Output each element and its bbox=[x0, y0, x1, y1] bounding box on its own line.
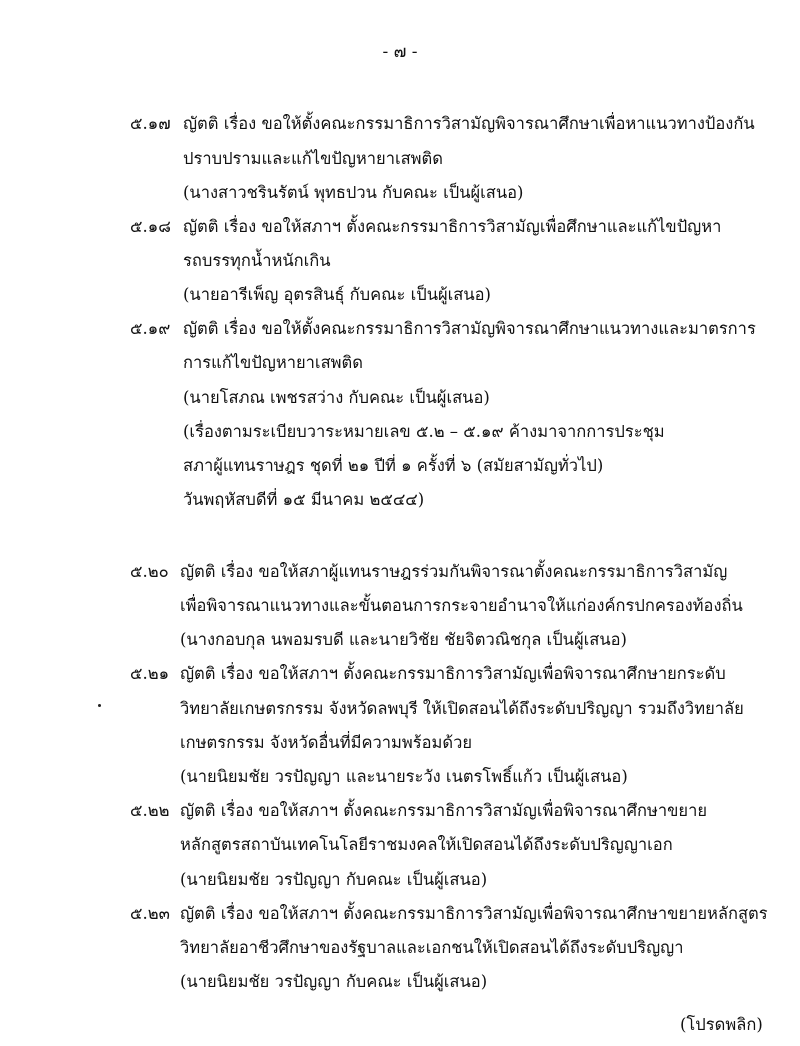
item-proposer: (นายโสภณ เพชรสว่าง กับคณะ เป็นผู้เสนอ) bbox=[183, 388, 490, 407]
item-note-line: สภาผู้แทนราษฎร ชุดที่ ๒๑ ปีที่ ๑ ครั้งที่ ๖ (สมัยสามัญทั่วไป) bbox=[183, 456, 604, 475]
item-title-line: ญัตติ เรื่อง ขอให้ตั้งคณะกรรมาธิการวิสามัญพิจารณาศึกษาแนวทางและมาตรการ bbox=[183, 319, 756, 338]
page-number: - ๗ - bbox=[382, 42, 418, 62]
item-number: ๕.๒๒ bbox=[130, 801, 170, 820]
item-title-line: ปราบปรามและแก้ไขปัญหายาเสพติด bbox=[183, 149, 443, 168]
item-title-line: เพื่อพิจารณาแนวทางและขั้นตอนการกระจายอำนาจให้แก่องค์กรปกครองท้องถิ่น bbox=[180, 596, 743, 615]
item-proposer: (นางกอบกุล นพอมรบดี และนายวิชัย ชัยจิตวณิชกุล เป็นผู้เสนอ) bbox=[180, 630, 627, 649]
item-title-line: วิทยาลัยเกษตรกรรม จังหวัดลพบุรี ให้เปิดสอนได้ถึงระดับปริญญา รวมถึงวิทยาลัย bbox=[180, 699, 744, 718]
item-number: ๕.๒๐ bbox=[130, 562, 169, 581]
item-note-line: (เรื่องตามระเบียบวาระหมายเลข ๕.๒ – ๕.๑๙ ค้างมาจากการประชุม bbox=[183, 422, 665, 441]
item-number: ๕.๒๑ bbox=[130, 664, 170, 683]
item-title-line: เกษตรกรรม จังหวัดอื่นที่มีความพร้อมด้วย bbox=[180, 733, 473, 752]
item-number: ๕.๑๘ bbox=[130, 217, 171, 236]
item-proposer: (นายนิยมชัย วรปัญญา และนายระวัง เนตรโพธิ์แก้ว เป็นผู้เสนอ) bbox=[180, 767, 628, 786]
item-title-line: ญัตติ เรื่อง ขอให้สภาฯ ตั้งคณะกรรมาธิการวิสามัญเพื่อศึกษาและแก้ไขปัญหา bbox=[183, 217, 722, 236]
item-title-line: ญัตติ เรื่อง ขอให้สภาผู้แทนราษฎรร่วมกันพิจารณาตั้งคณะกรรมาธิการวิสามัญ bbox=[180, 562, 728, 581]
item-proposer: (นางสาวชรินรัตน์ พุทธปวน กับคณะ เป็นผู้เสนอ) bbox=[183, 183, 524, 202]
item-title-line: การแก้ไขปัญหายาเสพติด bbox=[183, 353, 363, 372]
item-title-line: ญัตติ เรื่อง ขอให้สภาฯ ตั้งคณะกรรมาธิการวิสามัญเพื่อพิจารณาศึกษาขยายหลักสูตร bbox=[180, 904, 768, 923]
item-title-line: รถบรรทุกน้ำหนักเกิน bbox=[183, 251, 331, 270]
item-title-line: วิทยาลัยอาชีวศึกษาของรัฐบาลและเอกชนให้เปิดสอนได้ถึงระดับปริญญา bbox=[180, 938, 684, 957]
item-title-line: ญัตติ เรื่อง ขอให้สภาฯ ตั้งคณะกรรมาธิการวิสามัญเพื่อพิจารณาศึกษายกระดับ bbox=[180, 664, 726, 683]
item-proposer: (นายนิยมชัย วรปัญญา กับคณะ เป็นผู้เสนอ) bbox=[180, 972, 488, 991]
item-note-line: วันพฤหัสบดีที่ ๑๕ มีนาคม ๒๕๔๔) bbox=[183, 490, 425, 509]
item-number: ๕.๑๗ bbox=[130, 114, 171, 133]
item-number: ๕.๑๙ bbox=[130, 319, 171, 338]
item-title-line: ญัตติ เรื่อง ขอให้ตั้งคณะกรรมาธิการวิสามัญพิจารณาศึกษาเพื่อหาแนวทางป้องกัน bbox=[183, 114, 755, 133]
item-title-line: หลักสูตรสถาบันเทคโนโลยีราชมงคลให้เปิดสอนได้ถึงระดับปริญญาเอก bbox=[180, 835, 673, 854]
stray-mark bbox=[98, 704, 101, 707]
item-proposer: (นายอารีเพ็ญ อุตรสินธุ์ กับคณะ เป็นผู้เสนอ) bbox=[183, 285, 491, 304]
item-number: ๕.๒๓ bbox=[130, 904, 170, 923]
item-title-line: ญัตติ เรื่อง ขอให้สภาฯ ตั้งคณะกรรมาธิการวิสามัญเพื่อพิจารณาศึกษาขยาย bbox=[180, 801, 708, 820]
page-turn-note: (โปรดพลิก) bbox=[680, 1015, 763, 1034]
item-proposer: (นายนิยมชัย วรปัญญา กับคณะ เป็นผู้เสนอ) bbox=[180, 870, 488, 889]
